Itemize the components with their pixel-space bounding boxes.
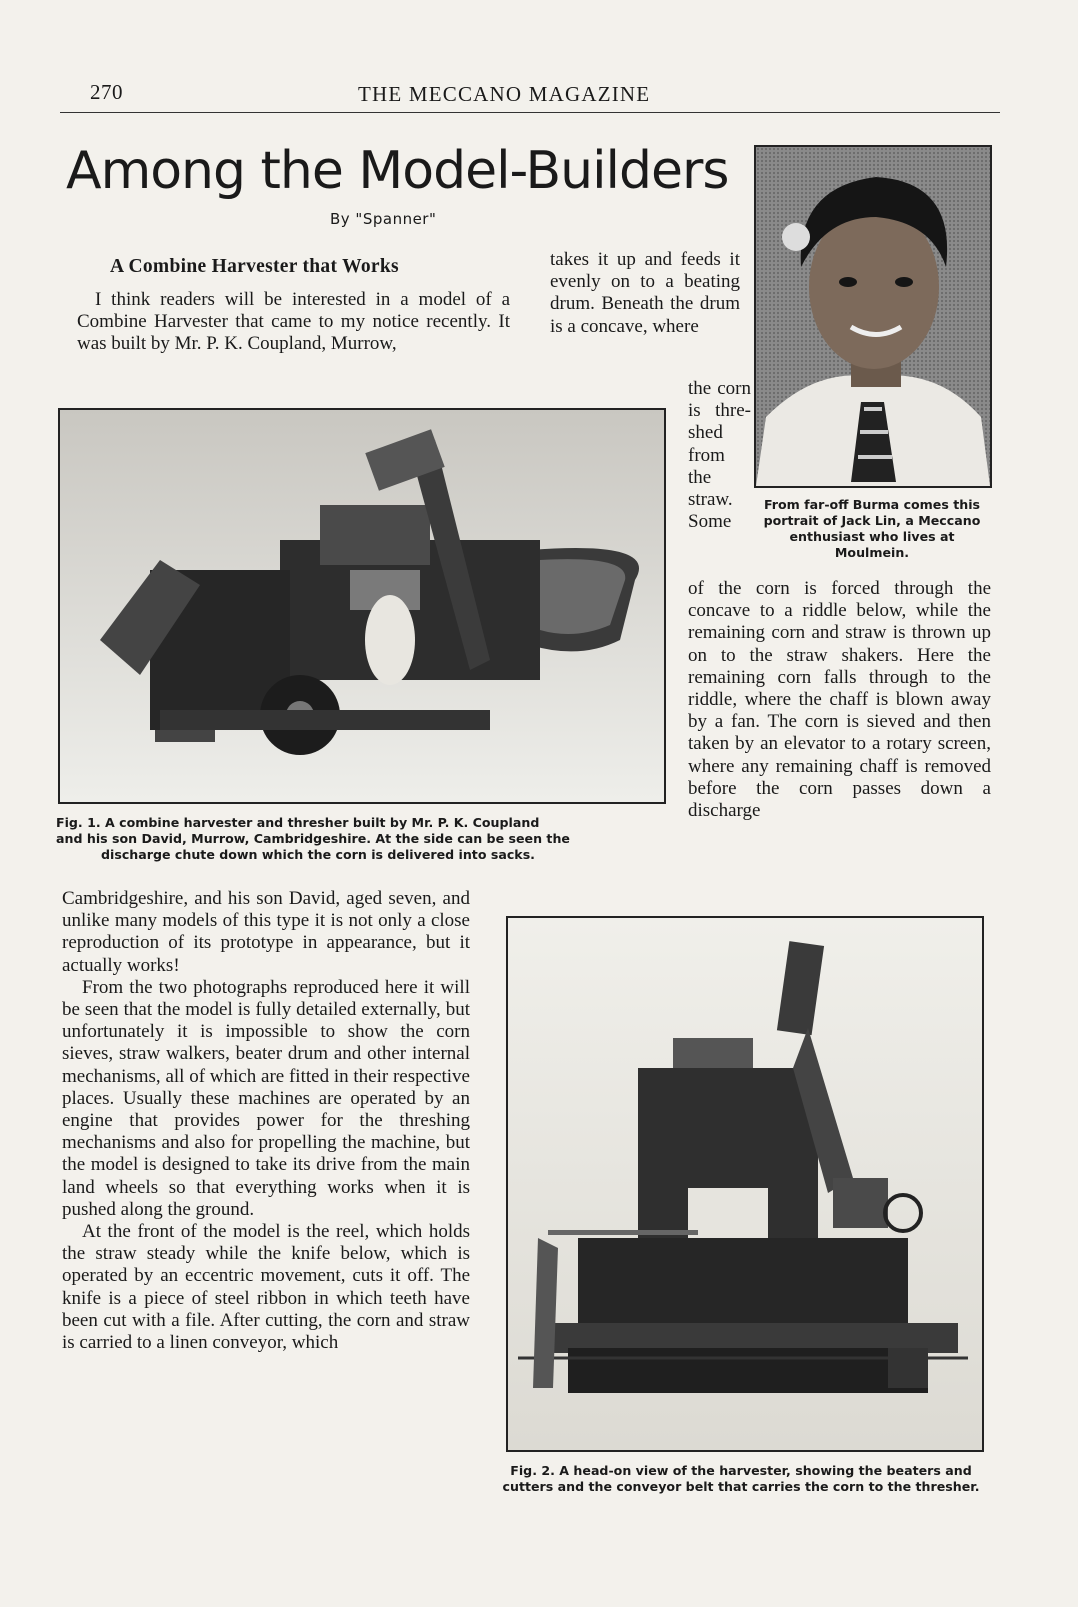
caption-line: and his son David, Murrow, Cambridgeshire. At the side can be seen the — [56, 831, 570, 846]
caption-line: discharge chute down which the corn is delivered into sacks. — [101, 847, 535, 862]
portrait-caption: From far-off Burma comes this portrait of Jack Lin, a Meccano enthusiast who lives at Moulmein. — [763, 497, 981, 560]
article-title: Among the Model-Builders — [66, 141, 729, 201]
page-number: 270 — [90, 80, 123, 104]
page-header — [60, 78, 1000, 113]
magazine-title: THE MECCANO MAGAZINE — [358, 82, 651, 106]
fig1-caption — [56, 815, 666, 863]
fig2-harvester-headon-photo — [506, 916, 984, 1452]
section-subheading: A Combine Harvester that Works — [110, 256, 399, 277]
body-text-narrow-column: the corn is thre-shed from the straw. Some — [688, 378, 751, 533]
jack-lin-portrait-photo — [754, 145, 992, 488]
body-text-right-column: of the corn is forced through the concave to a riddle below, while the remaining corn and straw is thrown up on to the straw shakers. Here the remaining corn falls through to the riddle, where the chaff is blown away by a fan. The corn is sieved and then taken by an elevator to a rotary screen, where any remaining chaff is removed before the corn passes down a discharge — [688, 578, 991, 822]
body-text-left-column — [62, 888, 470, 1354]
fig1-harvester-photo — [58, 408, 666, 804]
byline: By "Spanner" — [330, 210, 437, 228]
fig2-caption: Fig. 2. A head-on view of the harvester, showing the beaters and cutters and the conveyor belt that carries the corn to the thresher. — [502, 1463, 980, 1494]
body-text-continued: takes it up and feeds it evenly on to a beating drum. Beneath the drum is a concave, where — [550, 249, 740, 337]
body-text-intro: I think readers will be interested in a model of a Combine Harvester that came to my notice recently. It was built by Mr. P. K. Coupland, Murrow, — [77, 289, 510, 355]
caption-line: Fig. 1. A combine harvester and thresher built by Mr. P. K. Coupland — [56, 815, 540, 830]
paragraph: At the front of the model is the reel, which holds the straw steady while the knife below, which is operated by an eccentric movement, cuts it off. The knife is a piece of steel ribbon in which teeth have been cut with a file. After cutting, the corn and straw is carried to a linen conveyor, which — [62, 1221, 470, 1354]
paragraph: Cambridgeshire, and his son David, aged seven, and unlike many models of this type it is not only a close reproduction of its prototype in appearance, but it actually works! — [62, 888, 470, 976]
paragraph: From the two photographs reproduced here it will be seen that the model is fully detailed externally, but unfortunately it is impossible to show the corn sieves, straw walkers, beater drum and other internal mechanisms, all of which are fitted in their respective places. Usually these machines are operated by an engine that provides power for the threshing mechanisms and also for propelling the machine, but the model is designed to take its drive from the main land wheels so that everything works when it is pushed along the ground. — [62, 976, 470, 1220]
